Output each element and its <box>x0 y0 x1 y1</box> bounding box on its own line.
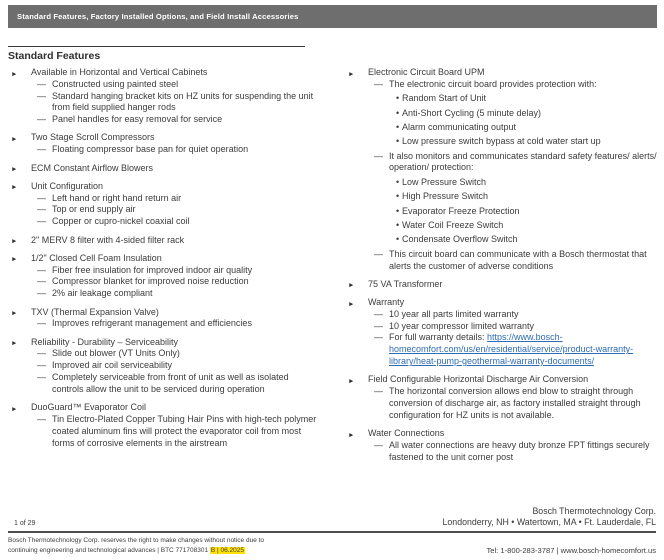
feature-item-body <box>31 253 320 300</box>
feature-sub-item <box>374 332 657 367</box>
heading-rule <box>8 46 305 47</box>
feature-sub-body <box>52 265 320 277</box>
feature-item-body <box>31 132 320 156</box>
feature-point <box>389 234 657 246</box>
feature-point-text: Water Coil Freeze Switch <box>402 220 504 231</box>
feature-title: Two Stage Scroll Compressors <box>31 132 155 143</box>
feature-item-body <box>31 67 320 126</box>
feature-item-body <box>31 235 320 247</box>
feature-item <box>8 402 320 449</box>
feature-item <box>345 279 657 291</box>
section-header-bar <box>8 5 657 28</box>
feature-item <box>8 181 320 228</box>
feature-title: Water Connections <box>368 428 445 439</box>
dash-bullet-icon: — <box>374 320 383 331</box>
feature-sub-text: Floating compressor base pan for quiet operation <box>52 144 249 155</box>
company-address-block <box>443 506 656 528</box>
dash-bullet-icon: — <box>37 318 46 329</box>
feature-item-body <box>368 297 657 368</box>
triangle-bullet-icon: ► <box>11 184 18 192</box>
triangle-bullet-icon: ► <box>11 340 18 348</box>
dash-bullet-icon: — <box>37 360 46 371</box>
feature-point <box>389 177 657 189</box>
feature-sub-item <box>37 372 320 396</box>
feature-title: Reliability - Durability – Serviceability <box>31 336 179 347</box>
feature-sub-text: Tin Electro-Plated Copper Tubing Hair Pins with high-tech polymer coated aluminum fins will protect the evaporator coil from most forms of corrosive elements in the airstream <box>52 413 317 448</box>
feature-point <box>389 122 657 134</box>
feature-point-text: Low Pressure Switch <box>402 176 487 187</box>
feature-sub-item <box>37 288 320 300</box>
feature-sub-body <box>389 309 657 321</box>
feature-sub-body <box>52 91 320 115</box>
feature-sub-text: Completely serviceable from front of unit as well as isolated controls allow the unit to be serviced during operation <box>52 372 289 394</box>
feature-point <box>389 220 657 232</box>
feature-item <box>8 337 320 396</box>
feature-title: Field Configurable Horizontal Discharge Air Conversion <box>368 374 589 385</box>
dash-bullet-icon: — <box>374 150 383 161</box>
footer-top <box>8 506 656 528</box>
page-number: 1 of 29 <box>14 520 36 527</box>
warranty-link[interactable]: https://www.bosch-homecomfort.com/us/en/residential/service/product-warranty-library/heat-pump-geothermal-warranty-documents/ <box>389 332 634 367</box>
feature-sub-item <box>37 265 320 277</box>
feature-sub-body <box>52 372 320 396</box>
feature-sub-text: 10 year all parts limited warranty <box>389 308 519 319</box>
feature-point-text: High Pressure Switch <box>402 191 489 202</box>
triangle-bullet-icon: ► <box>11 166 18 174</box>
feature-sub-body <box>389 332 657 367</box>
dash-bullet-icon: — <box>374 332 383 343</box>
dash-bullet-icon: — <box>37 204 46 215</box>
feature-sub-item <box>37 360 320 372</box>
feature-sub-item <box>374 309 657 321</box>
feature-item-body <box>31 181 320 228</box>
feature-sub-text: Improved air coil serviceability <box>52 360 173 371</box>
section-header-title: Standard Features, Factory Installed Options, and Field Install Accessories <box>17 12 299 21</box>
disclaimer-line-1: Bosch Thermotechnology Corp. reserves the right to make changes without notice due to <box>8 537 265 544</box>
dot-bullet-icon: • <box>396 136 400 147</box>
dash-bullet-icon: — <box>37 192 46 203</box>
feature-sub-item <box>37 79 320 91</box>
triangle-bullet-icon: ► <box>11 310 18 318</box>
dash-bullet-icon: — <box>374 439 383 450</box>
feature-item-body <box>368 428 657 463</box>
feature-sub-body <box>52 414 320 449</box>
feature-sub-text: For full warranty details: <box>389 332 488 343</box>
disclaimer-line-2 <box>8 546 264 556</box>
features-column-right <box>345 67 657 470</box>
feature-item <box>8 307 320 331</box>
dash-bullet-icon: — <box>37 276 46 287</box>
feature-sub-item <box>374 79 657 151</box>
feature-title: DuoGuard™ Evaporator Coil <box>31 402 147 413</box>
feature-sub-body <box>52 318 320 330</box>
feature-item <box>8 132 320 156</box>
feature-item <box>8 163 320 175</box>
dash-bullet-icon: — <box>374 248 383 259</box>
feature-sub-body <box>389 440 657 464</box>
feature-sub-text: All water connections are heavy duty bronze FPT fittings securely fastened to the unit corner post <box>389 439 650 462</box>
dash-bullet-icon: — <box>37 78 46 89</box>
feature-item-body <box>368 374 657 421</box>
feature-sub-text: Slide out blower (VT Units Only) <box>52 348 180 359</box>
feature-item-body <box>368 67 657 272</box>
dash-bullet-icon: — <box>374 308 383 319</box>
dot-bullet-icon: • <box>396 121 400 132</box>
triangle-bullet-icon: ► <box>348 282 355 290</box>
footer-company-name: Bosch Thermotechnology Corp. <box>532 506 656 517</box>
feature-sub-text: 10 year compressor limited warranty <box>389 320 535 331</box>
feature-sub-text: Panel handles for easy removal for service <box>52 114 223 125</box>
feature-item <box>345 374 657 421</box>
feature-item <box>345 428 657 463</box>
feature-sub-item <box>37 318 320 330</box>
feature-sub-body <box>52 204 320 216</box>
feature-sub-text: Left hand or right hand return air <box>52 192 182 203</box>
feature-sub-text: Improves refrigerant management and efficiencies <box>52 318 252 329</box>
feature-point-text: Anti-Short Cycling (5 minute delay) <box>402 107 542 118</box>
feature-title: Available in Horizontal and Vertical Cabinets <box>31 67 208 77</box>
feature-sub-text: Copper or cupro-nickel coaxial coil <box>52 216 190 227</box>
feature-sub-body <box>52 79 320 91</box>
feature-sub-body <box>52 348 320 360</box>
footer-locations: Londonderry, NH • Watertown, MA • Ft. Lauderdale, FL <box>442 517 656 528</box>
dot-bullet-icon: • <box>396 107 400 118</box>
feature-title: Electronic Circuit Board UPM <box>368 67 485 77</box>
feature-item-body <box>31 402 320 449</box>
feature-item-body <box>31 337 320 396</box>
feature-title: ECM Constant Airflow Blowers <box>31 162 154 173</box>
dash-bullet-icon: — <box>374 78 383 89</box>
triangle-bullet-icon: ► <box>11 70 18 78</box>
dot-bullet-icon: • <box>396 234 400 245</box>
dash-bullet-icon: — <box>37 144 46 155</box>
triangle-bullet-icon: ► <box>348 431 355 439</box>
feature-sub-body <box>52 193 320 205</box>
feature-columns <box>8 67 657 470</box>
feature-sub-item <box>37 193 320 205</box>
feature-sub-item <box>37 348 320 360</box>
feature-point-text: Condensate Overflow Switch <box>402 234 518 245</box>
feature-point-text: Low pressure switch bypass at cold water start up <box>402 136 601 147</box>
feature-sub-body <box>52 276 320 288</box>
feature-point <box>389 108 657 120</box>
dash-bullet-icon: — <box>37 288 46 299</box>
feature-item <box>8 253 320 300</box>
dash-bullet-icon: — <box>37 348 46 359</box>
feature-item-body <box>368 279 657 291</box>
dash-bullet-icon: — <box>37 216 46 227</box>
dot-bullet-icon: • <box>396 220 400 231</box>
feature-sub-text: Fiber free insulation for improved indoor air quality <box>52 264 253 275</box>
feature-sub-body <box>52 216 320 228</box>
feature-sub-text: The horizontal conversion allows end blow to straight through conversion of discharge air, as factory installed straight through configuration for HZ units is not available. <box>389 386 641 420</box>
dash-bullet-icon: — <box>37 413 46 424</box>
feature-point <box>389 93 657 105</box>
feature-sub-item <box>374 440 657 464</box>
feature-item <box>8 235 320 247</box>
feature-title: 75 VA Transformer <box>368 278 443 289</box>
disclaimer-line-2-text: continuing engineering and technological advances | BTC 771708301 <box>8 546 210 554</box>
feature-sub-text: Standard hanging bracket kits on HZ units for suspending the unit from field supplied hanger rods <box>52 90 314 113</box>
footer <box>8 506 656 555</box>
feature-sub-text: It also monitors and communicates standard safety features/ alerts/ operation/ protection: <box>389 150 657 173</box>
feature-item <box>345 67 657 272</box>
feature-sub-item <box>374 321 657 333</box>
feature-sub-item <box>374 151 657 249</box>
feature-sub-body <box>389 386 657 421</box>
feature-sub-item <box>374 249 657 273</box>
triangle-bullet-icon: ► <box>11 135 18 143</box>
feature-sub-item <box>37 216 320 228</box>
revision-highlight: B | 06.2025 <box>210 546 245 554</box>
dot-bullet-icon: • <box>396 93 400 104</box>
feature-points <box>389 177 657 246</box>
footer-contact: Tel: 1-800-283-3787 | www.bosch-homecomfort.us <box>486 546 656 555</box>
dot-bullet-icon: • <box>396 205 400 216</box>
feature-sub-text: Compressor blanket for improved noise reduction <box>52 276 249 287</box>
feature-item-body <box>31 163 320 175</box>
feature-point <box>389 191 657 203</box>
feature-points <box>389 93 657 148</box>
feature-sub-text: This circuit board can communicate with a Bosch thermostat that alerts the customer of adverse conditions <box>389 248 647 271</box>
feature-point-text: Evaporator Freeze Protection <box>402 205 520 216</box>
dot-bullet-icon: • <box>396 191 400 202</box>
feature-point-text: Alarm communicating output <box>402 121 517 132</box>
feature-sub-body <box>52 144 320 156</box>
feature-title: 1/2" Closed Cell Foam Insulation <box>31 252 162 263</box>
feature-sub-body <box>389 249 657 273</box>
triangle-bullet-icon: ► <box>348 377 355 385</box>
feature-sub-body <box>52 360 320 372</box>
feature-point-text: Random Start of Unit <box>402 93 487 104</box>
feature-sub-item <box>37 91 320 115</box>
footer-disclaimer <box>8 536 264 555</box>
dash-bullet-icon: — <box>374 386 383 397</box>
feature-point <box>389 206 657 218</box>
feature-title: 2" MERV 8 filter with 4-sided filter rack <box>31 234 185 245</box>
triangle-bullet-icon: ► <box>11 238 18 246</box>
feature-sub-body <box>389 321 657 333</box>
footer-bottom <box>8 536 656 555</box>
feature-sub-item <box>37 414 320 449</box>
feature-item <box>8 67 320 126</box>
feature-sub-item <box>37 276 320 288</box>
feature-sub-item <box>37 144 320 156</box>
feature-sub-item <box>37 114 320 126</box>
feature-sub-text: Top or end supply air <box>52 204 136 215</box>
feature-title: Unit Configuration <box>31 180 104 191</box>
feature-sub-text: Constructed using painted steel <box>52 78 179 89</box>
feature-sub-body <box>52 288 320 300</box>
feature-point <box>389 136 657 148</box>
feature-sub-text: The electronic circuit board provides protection with: <box>389 78 597 89</box>
dash-bullet-icon: — <box>37 264 46 275</box>
feature-item-body <box>31 307 320 331</box>
feature-sub-item <box>37 204 320 216</box>
triangle-bullet-icon: ► <box>11 405 18 413</box>
feature-title: TXV (Thermal Expansion Valve) <box>31 306 159 317</box>
feature-sub-body <box>389 151 657 249</box>
footer-rule <box>8 531 656 533</box>
triangle-bullet-icon: ► <box>11 256 18 264</box>
feature-sub-body <box>389 79 657 151</box>
features-column-left <box>8 67 320 470</box>
feature-sub-item <box>374 386 657 421</box>
dash-bullet-icon: — <box>37 90 46 101</box>
dash-bullet-icon: — <box>37 372 46 383</box>
feature-title: Warranty <box>368 297 405 308</box>
section-title: Standard Features <box>8 50 101 62</box>
dot-bullet-icon: • <box>396 176 400 187</box>
triangle-bullet-icon: ► <box>348 300 355 308</box>
dash-bullet-icon: — <box>37 114 46 125</box>
feature-sub-text: 2% air leakage compliant <box>52 288 153 299</box>
feature-sub-body <box>52 114 320 126</box>
feature-item <box>345 297 657 368</box>
triangle-bullet-icon: ► <box>348 70 355 78</box>
